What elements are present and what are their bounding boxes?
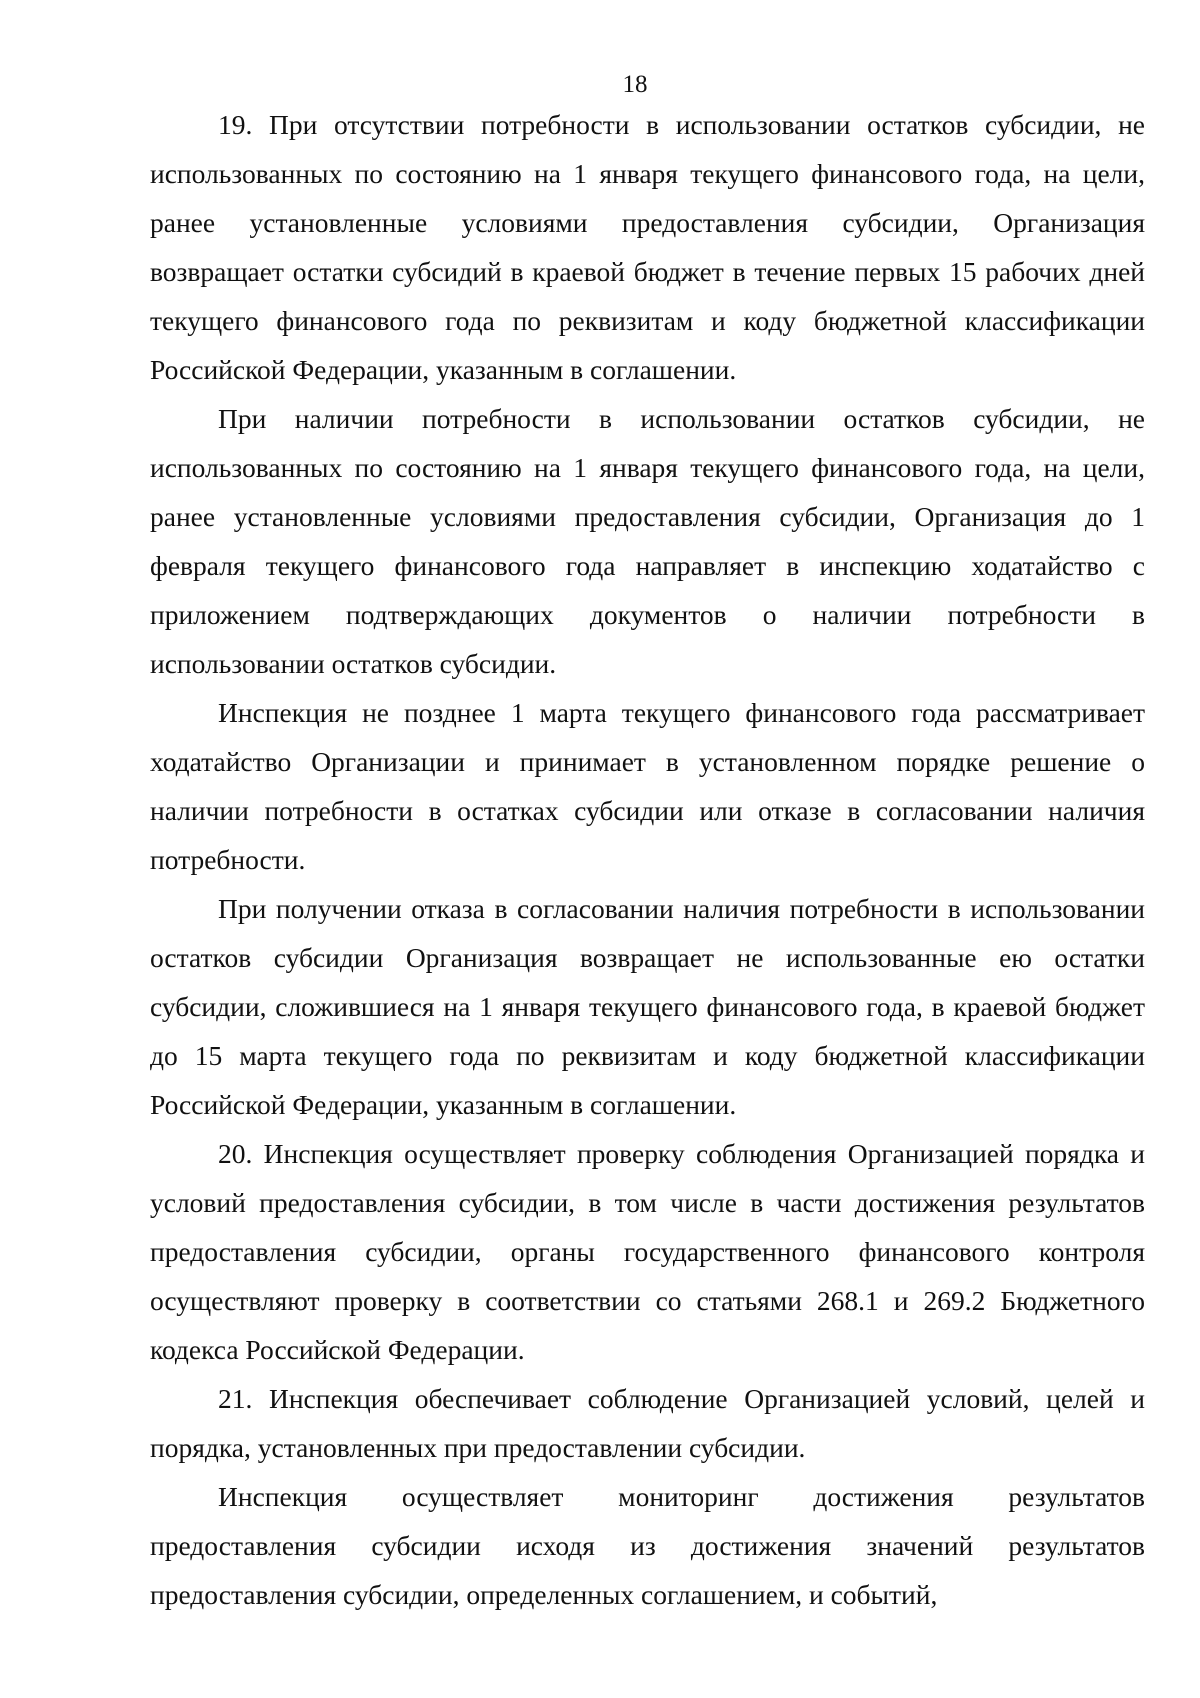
paragraph-20: 20. Инспекция осуществляет проверку соблюдения Организацией порядка и условий предоставления субсидии, в том числе в части достижения результатов предоставления субсидии, органы государственного финансового контроля осуществляют проверку в соответствии со статьями 268.1 и 269.2 Бюджетного кодекса Российской Федерации.	[150, 1138, 1145, 1365]
paragraph-monitoring: Инспекция осуществляет мониторинг достижения результатов предоставления субсидии исходя из достижения значений результатов предоставления субсидии, определенных соглашением, и событий,	[150, 1481, 1145, 1610]
paragraph-refusal: При получении отказа в согласовании наличия потребности в использовании остатков субсидии Организация возвращает не использованные ею остатки субсидии, сложившиеся на 1 января текущего финансового года, в краевой бюджет до 15 марта текущего года по реквизитам и коду бюджетной классификации Российской Федерации, указанным в соглашении.	[150, 893, 1145, 1120]
paragraph-inspection-review: Инспекция не позднее 1 марта текущего финансового года рассматривает ходатайство Организации и принимает в установленном порядке решение о наличии потребности в остатках субсидии или отказе в согласовании наличия потребности.	[150, 697, 1145, 875]
page-number: 18	[622, 71, 648, 98]
paragraph-21: 21. Инспекция обеспечивает соблюдение Организацией условий, целей и порядка, установленных при предоставлении субсидии.	[150, 1383, 1145, 1463]
document-body	[150, 100, 1145, 1619]
paragraph-19: 19. При отсутствии потребности в использовании остатков субсидии, не использованных по состоянию на 1 января текущего финансового года, на цели, ранее установленные условиями предоставления субсидии, Организация возвращает остатки субсидий в краевой бюджет в течение первых 15 рабочих дней текущего финансового года по реквизитам и коду бюджетной классификации Российской Федерации, указанным в соглашении.	[150, 109, 1145, 385]
paragraph-remaining-need: При наличии потребности в использовании остатков субсидии, не использованных по состоянию на 1 января текущего финансового года, на цели, ранее установленные условиями предоставления субсидии, Организация до 1 февраля текущего финансового года направляет в инспекцию ходатайство с приложением подтверждающих документов о наличии потребности в использовании остатков субсидии.	[150, 403, 1145, 679]
